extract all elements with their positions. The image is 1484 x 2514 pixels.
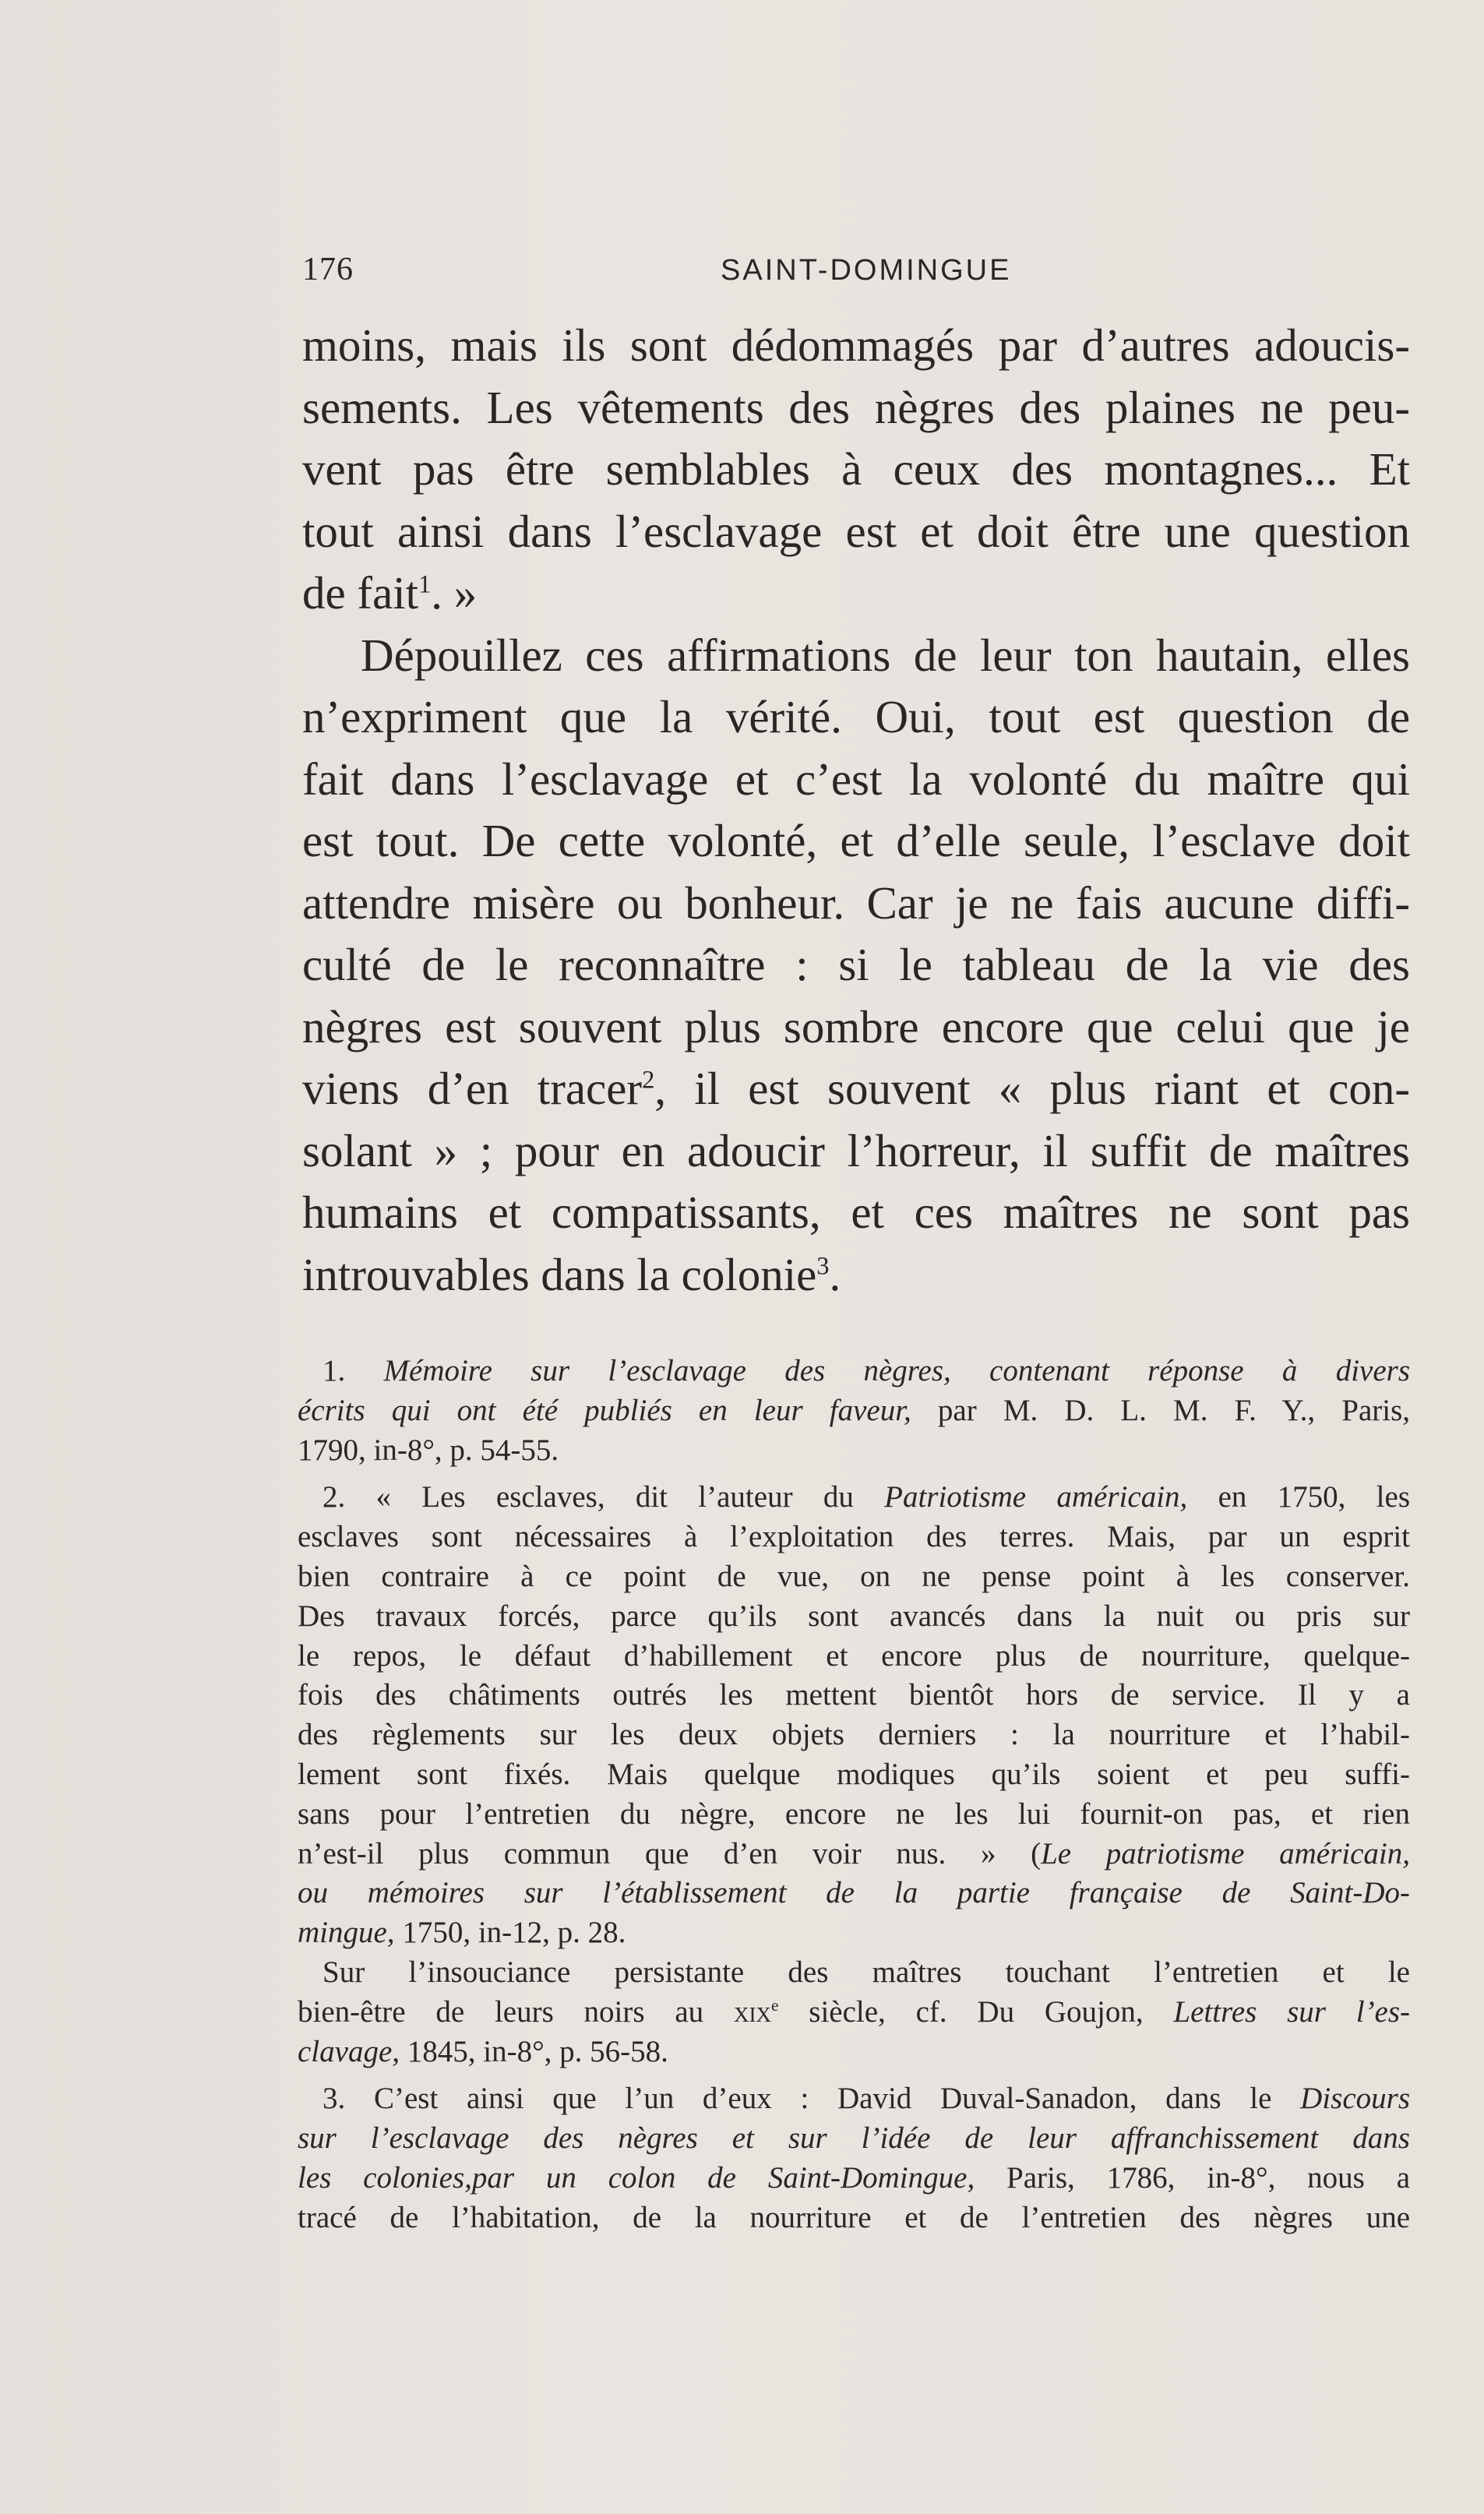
text-line: nègres est souvent plus sombre encore que celui que je [302,1000,1410,1052]
text-line: fait dans l’esclavage et c’est la volonté du maître qui [302,753,1410,805]
footnote-line: mingue, 1750, in-12, p. 28. [298,1916,626,1950]
text-line: sements. Les vêtements des nègres des plaines ne peu- [302,381,1410,433]
text-line: humains et compatissants, et ces maîtres ne sont pas [302,1186,1410,1238]
page-header [302,251,1410,290]
footnote-ref: 2 [642,1066,655,1095]
text-line: moins, mais ils sont dédommagés par d’autres adoucis- [302,319,1410,371]
footnote-line: sans pour l’entretien du nègre, encore ne les lui fournit-on pas, et rien [298,1796,1410,1831]
footnote-2 [298,1478,1410,2071]
text-line: viens d’en tracer$^2$, il est souvent « plus riant et con- [302,1063,1411,1114]
footnote-line: fois des châtiments outrés les mettent bientôt hors de service. Il y a [298,1678,1410,1712]
text-line: culté de le reconnaître : si le tableau de la vie des [302,939,1410,990]
footnote-line: ou mémoires sur l’établissement de la partie française de Saint-Do- [298,1876,1410,1910]
footnote-ref: 1 [418,570,432,599]
footnote-line: clavage, 1845, in-8°, p. 56-58. [298,2034,668,2068]
footnote-ref: 3 [816,1251,830,1280]
text-line: est tout. De cette volonté, et d’elle seule, l’esclave doit [302,815,1410,866]
footnote-line: n’est-il plus commun que d’en voir nus. » (Le patriotisme américain, [298,1836,1410,1871]
text-line: vent pas être semblables à ceux des montagnes... Et [302,443,1410,495]
footnote-line: Sur l’insouciance persistante des maîtres touchant l’entretien et le [323,1955,1410,1989]
footnote-line: 1790, in-8°, p. 54-55. [298,1433,559,1467]
text-line: introuvables dans la colonie$^3$. [302,1248,841,1300]
text-line: solant » ; pour en adoucir l’horreur, il suffit de maîtres [302,1124,1410,1176]
text-line: n’expriment que la vérité. Oui, tout est question de [302,691,1410,742]
footnote-3 [298,2079,1410,2237]
footnote-line: 2. « Les esclaves, dit l’auteur du Patriotisme américain, en 1750, les [323,1480,1410,1514]
text-line: de fait$^1$. » [302,567,478,619]
footnote-line: bien-être de leurs noirs au xix$^e$ siècle, cf. Du Goujon, Lettres sur l’es- [298,1994,1411,2029]
page-number: 176 [302,252,354,287]
footnote-line: bien contraire à ce point de vue, on ne pense point à les conserver. [298,1559,1410,1593]
footnote-line: les colonies,par un colon de Saint-Domingue, Paris, 1786, in-8°, nous a [298,2160,1410,2195]
text-line: Dépouillez ces affirmations de leur ton hautain, elles [361,629,1410,681]
body-text [302,315,1410,1306]
footnote-line: 1. Mémoire sur l’esclavage des nègres, contenant réponse à divers [323,1354,1411,1387]
footnote-line: écrits qui ont été publiés en leur faveur, par M. D. L. M. F. Y., Paris, [298,1393,1411,1427]
footnote-line: le repos, le défaut d’habillement et encore plus de nourriture, quelque- [298,1638,1410,1673]
footnote-line: lement sont fixés. Mais quelque modiques qu’ils soient et peu suffi- [298,1757,1410,1791]
footnote-line: 3. C’est ainsi que l’un d’eux : David Duval-Sanadon, dans le Discours [323,2082,1411,2116]
text-line: tout ainsi dans l’esclavage est et doit être une question [302,505,1410,557]
running-title: SAINT-DOMINGUE [721,254,1012,287]
footnote-1 [298,1352,1410,1470]
footnote-line: esclaves sont nécessaires à l’exploitation des terres. Mais, par un esprit [298,1520,1410,1554]
footnote-line: tracé de l’habitation, de la nourriture et de l’entretien des nègres une [298,2200,1410,2234]
text-line: attendre misère ou bonheur. Car je ne fais aucune diffi- [302,876,1410,929]
footnote-line: sur l’esclavage des nègres et sur l’idée de leur affranchissement dans [298,2121,1410,2156]
footnotes [298,1352,1410,2238]
footnote-line: des règlements sur les deux objets derniers : la nourriture et l’habil- [298,1718,1410,1752]
footnote-line: Des travaux forcés, parce qu’ils sont avancés dans la nuit ou pris sur [298,1599,1410,1633]
